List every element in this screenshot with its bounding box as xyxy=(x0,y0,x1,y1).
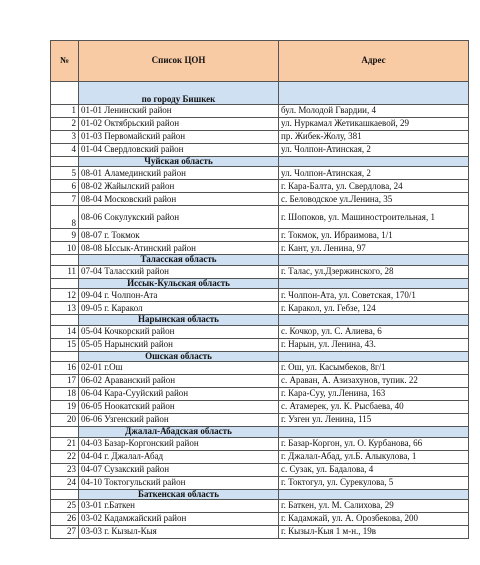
table-row xyxy=(51,463,469,476)
row-tsn-name: 04-04 г. Джалал-Абад xyxy=(79,450,279,463)
row-address: г. Кант, ул. Ленина, 97 xyxy=(279,242,469,255)
row-number: 1 xyxy=(51,105,79,118)
row-tsn-name: 08-08 Ыссык-Атинский район xyxy=(79,242,279,255)
row-tsn-name: 08-04 Московский район xyxy=(79,193,279,206)
row-address: г. Чолпон-Ата, ул. Советская, 170/1 xyxy=(279,289,469,302)
row-address: ул. Нуркамал Жетикашкаевой, 29 xyxy=(279,118,469,131)
row-number: 8 xyxy=(51,206,79,229)
row-tsn-name: 01-02 Октябрьский район xyxy=(79,118,279,131)
section-num-cell xyxy=(51,427,79,437)
row-number: 16 xyxy=(51,362,79,375)
table-row xyxy=(51,302,469,315)
row-address: г. Кара-Суу, ул.Ленина, 163 xyxy=(279,388,469,401)
section-num-cell xyxy=(51,157,79,167)
row-address: с. Кочкор, ул. С. Алиева, 6 xyxy=(279,325,469,338)
row-address: г. Кызыл-Кыя 1 м-н., 19в xyxy=(279,526,469,539)
row-number: 19 xyxy=(51,401,79,414)
section-address-cell xyxy=(279,255,469,265)
section-title: по городу Бишкек xyxy=(79,82,279,105)
section-row xyxy=(51,157,469,167)
row-number: 23 xyxy=(51,463,79,476)
section-address-cell xyxy=(279,157,469,167)
table-row xyxy=(51,526,469,539)
row-address: г. Токмок, ул. Ибраимова, 1/1 xyxy=(279,229,469,242)
table-row xyxy=(51,206,469,229)
row-number: 27 xyxy=(51,526,79,539)
section-num-cell xyxy=(51,82,79,105)
row-number: 24 xyxy=(51,476,79,489)
section-address-cell xyxy=(279,489,469,499)
table-row xyxy=(51,476,469,489)
table-row xyxy=(51,437,469,450)
row-tsn-name: 09-05 г. Каракол xyxy=(79,302,279,315)
row-address: бул. Молодой Гвардии, 4 xyxy=(279,105,469,118)
row-address: г. Баткен, ул. М. Салихова, 29 xyxy=(279,500,469,513)
section-num-cell xyxy=(51,278,79,288)
row-tsn-name: 02-01 г.Ош xyxy=(79,362,279,375)
section-title: Ошская область xyxy=(79,351,279,361)
table-row xyxy=(51,450,469,463)
row-tsn-name: 08-06 Сокулукский район xyxy=(79,206,279,229)
section-address-cell xyxy=(279,315,469,325)
row-tsn-name: 04-10 Токтогульский район xyxy=(79,476,279,489)
row-number: 4 xyxy=(51,144,79,157)
row-address: г. Каракол, ул. Гебзе, 124 xyxy=(279,302,469,315)
row-tsn-name: 06-04 Кара-Сууйский район xyxy=(79,388,279,401)
header-list: Список ЦОН xyxy=(79,41,279,82)
row-tsn-name: 03-03 г. Кызыл-Кыя xyxy=(79,526,279,539)
row-address: г. Джалал-Абад, ул.Б. Алыкулова, 1 xyxy=(279,450,469,463)
row-address: ул. Чолпон-Атинская, 2 xyxy=(279,144,469,157)
section-address-cell xyxy=(279,278,469,288)
section-num-cell xyxy=(51,489,79,499)
section-row xyxy=(51,351,469,361)
table-header-row xyxy=(51,41,469,82)
section-title: Таласская область xyxy=(79,255,279,265)
header-address: Адрес xyxy=(279,41,469,82)
row-address: г. Узген ул. Ленина, 115 xyxy=(279,414,469,427)
section-num-cell xyxy=(51,255,79,265)
row-tsn-name: 08-01 Аламединский район xyxy=(79,167,279,180)
row-tsn-name: 05-05 Нарынский район xyxy=(79,338,279,351)
table-row xyxy=(51,131,469,144)
header-num: № xyxy=(51,41,79,82)
table-row xyxy=(51,193,469,206)
row-number: 26 xyxy=(51,513,79,526)
row-number: 14 xyxy=(51,325,79,338)
table-row xyxy=(51,289,469,302)
table-row xyxy=(51,414,469,427)
row-number: 20 xyxy=(51,414,79,427)
section-title: Баткенская область xyxy=(79,489,279,499)
row-tsn-name: 01-03 Первомайский район xyxy=(79,131,279,144)
table-row xyxy=(51,118,469,131)
row-address: ул. Чолпон-Атинская, 2 xyxy=(279,167,469,180)
row-number: 21 xyxy=(51,437,79,450)
section-address-cell xyxy=(279,82,469,105)
row-address: г. Базар-Коргон, ул. О. Курбанова, 66 xyxy=(279,437,469,450)
row-address: г. Нарын, ул. Ленина, 43. xyxy=(279,338,469,351)
row-tsn-name: 06-05 Ноокатский район xyxy=(79,401,279,414)
table-row xyxy=(51,242,469,255)
tsn-table xyxy=(50,40,469,539)
row-address: г. Кадамжай, ул. А. Орозбекова, 200 xyxy=(279,513,469,526)
table-row xyxy=(51,180,469,193)
row-address: с. Сузак, ул. Бадалова, 4 xyxy=(279,463,469,476)
row-number: 5 xyxy=(51,167,79,180)
row-number: 13 xyxy=(51,302,79,315)
section-row xyxy=(51,255,469,265)
table-row xyxy=(51,265,469,278)
section-title: Иссык-Кульская область xyxy=(79,278,279,288)
table-row xyxy=(51,500,469,513)
table-row xyxy=(51,375,469,388)
table-row xyxy=(51,388,469,401)
row-tsn-name: 06-02 Араванский район xyxy=(79,375,279,388)
row-number: 9 xyxy=(51,229,79,242)
row-number: 11 xyxy=(51,265,79,278)
row-address: с. Атамерек, ул. К. Рысбаева, 40 xyxy=(279,401,469,414)
section-title: Джалал-Абадская область xyxy=(79,427,279,437)
table-row xyxy=(51,105,469,118)
row-tsn-name: 09-04 г. Чолпон-Ата xyxy=(79,289,279,302)
section-title: Чуйская область xyxy=(79,157,279,167)
section-row xyxy=(51,489,469,499)
row-number: 25 xyxy=(51,500,79,513)
row-tsn-name: 08-02 Жайылский район xyxy=(79,180,279,193)
row-number: 12 xyxy=(51,289,79,302)
row-address: с. Беловодское ул.Ленина, 35 xyxy=(279,193,469,206)
table-row xyxy=(51,513,469,526)
section-num-cell xyxy=(51,315,79,325)
section-title: Нарынская область xyxy=(79,315,279,325)
row-address: г. Шопоков, ул. Машиностроительная, 1 xyxy=(279,206,469,229)
row-address: г. Талас, ул.Дзержинского, 28 xyxy=(279,265,469,278)
row-tsn-name: 07-04 Таласский район xyxy=(79,265,279,278)
row-number: 10 xyxy=(51,242,79,255)
row-tsn-name: 01-01 Ленинский район xyxy=(79,105,279,118)
row-number: 17 xyxy=(51,375,79,388)
section-row xyxy=(51,82,469,105)
row-number: 18 xyxy=(51,388,79,401)
table-body xyxy=(51,82,469,539)
row-address: г. Кара-Балта, ул. Свердлова, 24 xyxy=(279,180,469,193)
section-num-cell xyxy=(51,351,79,361)
row-tsn-name: 05-04 Кочкорский район xyxy=(79,325,279,338)
row-number: 15 xyxy=(51,338,79,351)
table-row xyxy=(51,401,469,414)
row-address: г. Токтогул, ул. Сурекулова, 5 xyxy=(279,476,469,489)
table-row xyxy=(51,325,469,338)
section-row xyxy=(51,315,469,325)
section-address-cell xyxy=(279,427,469,437)
table-row xyxy=(51,144,469,157)
row-tsn-name: 01-04 Свердловский район xyxy=(79,144,279,157)
row-address: с. Араван, А. Азизахунов, тупик. 22 xyxy=(279,375,469,388)
row-number: 2 xyxy=(51,118,79,131)
table-row xyxy=(51,167,469,180)
row-tsn-name: 06-06 Узгенский район xyxy=(79,414,279,427)
row-tsn-name: 03-02 Кадамжайский район xyxy=(79,513,279,526)
row-number: 6 xyxy=(51,180,79,193)
row-number: 7 xyxy=(51,193,79,206)
section-address-cell xyxy=(279,351,469,361)
row-number: 22 xyxy=(51,450,79,463)
row-number: 3 xyxy=(51,131,79,144)
table-row xyxy=(51,338,469,351)
row-address: г. Ош, ул. Касымбеков, 8г/1 xyxy=(279,362,469,375)
row-tsn-name: 08-07 г. Токмок xyxy=(79,229,279,242)
table-row xyxy=(51,229,469,242)
section-row xyxy=(51,427,469,437)
row-tsn-name: 03-01 г.Баткен xyxy=(79,500,279,513)
row-address: пр. Жибек-Жолу, 381 xyxy=(279,131,469,144)
row-tsn-name: 04-03 Базар-Коргонский район xyxy=(79,437,279,450)
section-row xyxy=(51,278,469,288)
table-row xyxy=(51,362,469,375)
row-tsn-name: 04-07 Сузакский район xyxy=(79,463,279,476)
